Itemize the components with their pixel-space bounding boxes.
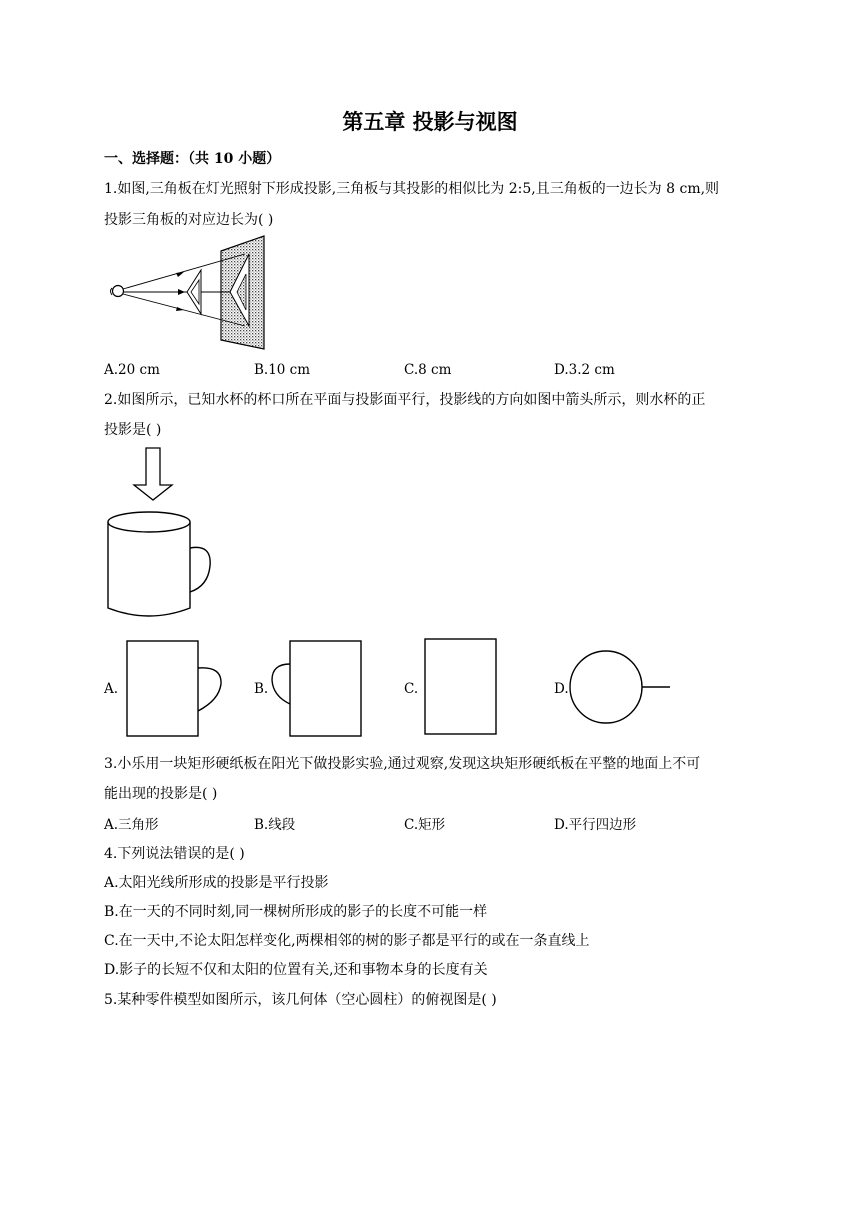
q2-option-c: C.	[404, 681, 419, 697]
question-4-line-1: 4.下列说法错误的是( )	[104, 846, 245, 862]
cup-handle	[190, 547, 210, 592]
section-heading: 一、选择题：（共 10 小题）	[104, 151, 281, 167]
q4-statement-a: A.太阳光线所形成的投影是平行投影	[104, 875, 329, 891]
q3-option-d: D.平行四边形	[554, 817, 637, 833]
q1-option-b: B.10 cm	[254, 362, 311, 378]
question-3-line-1: 3.小乐用一块矩形硬纸板在阳光下做投影实验,通过观察,发现这块矩形硬纸板在平整的地面上不可	[104, 756, 701, 772]
q2-option-b-figure	[268, 640, 368, 740]
q2-option-a-figure	[124, 640, 224, 740]
q2-option-b: B.	[254, 681, 269, 697]
page-title: 第五章 投影与视图	[342, 109, 518, 134]
q2-option-d-figure	[568, 648, 678, 728]
q4-statement-b: B.在一天的不同时刻,同一棵树所形成的影子的长度不可能一样	[104, 904, 488, 920]
light-bulb-icon	[111, 286, 124, 297]
q3-option-b: B.线段	[254, 817, 296, 833]
q1-option-d: D.3.2 cm	[554, 362, 615, 378]
q1-option-c: C.8 cm	[404, 362, 452, 378]
q3-option-a: A.三角形	[104, 817, 159, 833]
q2-option-d: D.	[554, 681, 569, 697]
question-2-line-1: 2.如图所示，已知水杯的杯口所在平面与投影面平行，投影线的方向如图中箭头所示，则水杯的正	[104, 392, 706, 408]
cup-figure	[104, 446, 214, 622]
cup-body	[108, 522, 190, 616]
q3-option-c: C.矩形	[404, 817, 446, 833]
q2-option-c-figure	[422, 638, 502, 738]
q4-statement-d: D.影子的长短不仅和太阳的位置有关,还和事物本身的长度有关	[104, 962, 488, 978]
question-2-line-2: 投影是( )	[104, 422, 162, 438]
projection-triangle-figure	[105, 234, 270, 352]
q4-statement-c: C.在一天中,不论太阳怎样变化,两棵相邻的树的影子都是平行的或在一条直线上	[104, 933, 590, 949]
question-1-line-2: 投影三角板的对应边长为( )	[104, 212, 274, 228]
q2-option-a: A.	[104, 681, 119, 697]
q1-option-a: A.20 cm	[104, 362, 160, 378]
question-3-line-2: 能出现的投影是( )	[104, 786, 218, 802]
down-arrow-icon	[134, 448, 172, 500]
question-1-line-1: 1.如图,三角板在灯光照射下形成投影,三角板与其投影的相似比为 2:5,且三角板的一边长为 8 cm,则	[104, 181, 720, 197]
question-5-line-1: 5.某种零件模型如图所示，该几何体（空心圆柱）的俯视图是( )	[104, 992, 497, 1008]
